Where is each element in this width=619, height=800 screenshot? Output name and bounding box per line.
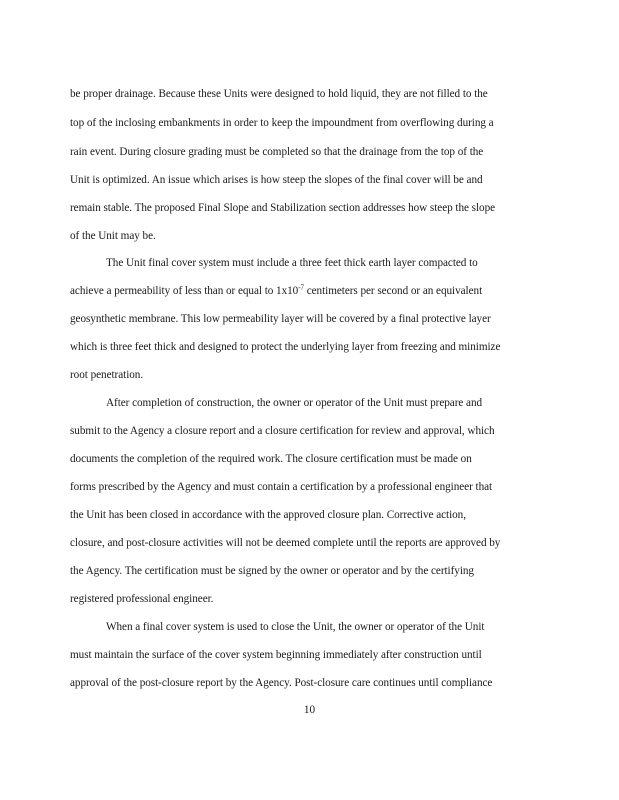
page-number: 10	[303, 704, 316, 716]
paragraph-4-line-2: must maintain the surface of the cover system beginning immediately after construction until	[70, 649, 482, 661]
paragraph-3-line-8: registered professional engineer.	[70, 593, 214, 605]
paragraph-1-line-2: top of the inclosing embankments in order to keep the impoundment from overflowing during a	[70, 117, 494, 129]
paragraph-1-line-4: Unit is optimized. An issue which arises is how steep the slopes of the final cover will be and	[70, 174, 483, 186]
paragraph-2-line-2	[70, 284, 550, 298]
paragraph-1-line-5: remain stable. The proposed Final Slope and Stabilization section addresses how steep the slope	[70, 202, 496, 214]
paragraph-4-line-1: When a final cover system is used to close the Unit, the owner or operator of the Unit	[106, 621, 485, 633]
paragraph-3-line-4: forms prescribed by the Agency and must contain a certification by a professional engineer that	[70, 481, 493, 493]
paragraph-3-line-7: the Agency. The certification must be signed by the owner or operator and by the certifying	[70, 565, 474, 577]
paragraph-3-line-3: documents the completion of the required work. The closure certification must be made on	[70, 453, 472, 465]
exponent: -7	[298, 283, 304, 292]
paragraph-4-line-3: approval of the post-closure report by the Agency. Post-closure care continues until compliance	[70, 677, 493, 689]
paragraph-2-line-5: root penetration.	[70, 369, 144, 381]
paragraph-2-line-1: The Unit final cover system must include a three feet thick earth layer compacted to	[106, 257, 478, 269]
paragraph-2-line-3: geosynthetic membrane. This low permeability layer will be covered by a final protective layer	[70, 313, 491, 325]
paragraph-1-line-3: rain event. During closure grading must be completed so that the drainage from the top of the	[70, 146, 484, 158]
paragraph-3-line-6: closure, and post-closure activities will not be deemed complete until the reports are approved by	[70, 537, 501, 549]
paragraph-3-line-2: submit to the Agency a closure report and a closure certification for review and approval, which	[70, 425, 495, 437]
paragraph-2-line-4: which is three feet thick and designed to protect the underlying layer from freezing and minimize	[70, 341, 501, 353]
paragraph-1-line-6: of the Unit may be.	[70, 230, 156, 242]
paragraph-2-line-2-text: achieve a permeability of less than or equal to 1x10	[70, 285, 299, 297]
paragraph-3-line-5: the Unit has been closed in accordance with the approved closure plan. Corrective action,	[70, 509, 466, 521]
paragraph-3-line-1: After completion of construction, the owner or operator of the Unit must prepare and	[106, 397, 483, 409]
paragraph-1-line-1: be proper drainage. Because these Units were designed to hold liquid, they are not filled to the	[70, 88, 488, 100]
paragraph-2-line-2-tail: centimeters per second or an equivalent	[303, 285, 483, 297]
